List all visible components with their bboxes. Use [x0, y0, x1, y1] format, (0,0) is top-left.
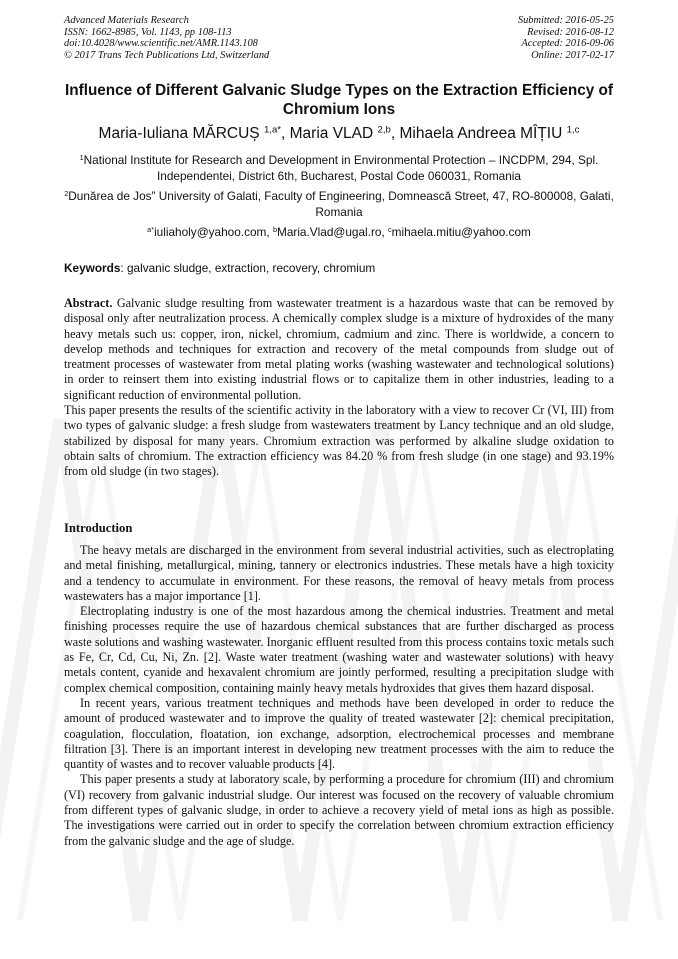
author-affiliation-mark: 1,a*: [263, 124, 282, 136]
introduction-paragraph: This paper presents a study at laboratory scale, by performing a procedure for chromium (III) and chromium (VI) recovery from galvanic industrial sludge. Our interest was focused on the recovery of valuable chromium from different types of galvanic sludge, in order to achieve a recovery yield of metal ions as high as possible. The investigations were carried out in order to specify the correlation between chromium extraction efficiency from the galvanic sludge and the age of sludge.: [64, 772, 614, 848]
keywords-label: Keywords: [64, 261, 121, 275]
author-separator: ,: [390, 125, 400, 142]
issn-line: ISSN: 1662-8985, Vol. 1143, pp 108-113: [64, 26, 232, 38]
author-list: [64, 124, 614, 144]
abstract-text: Galvanic sludge resulting from wastewater treatment is a hazardous waste that can be removed by disposal only after neutralization process. A chemically complex sludge is a mixture of hydroxides of the many heavy metals such us: copper, iron, nickel, chromium, cadmium and zinc. There is worldwide, a concern to develop methods and techniques for extraction and recovery of the metal compounds from sludge out of treatment processes of wastewater from metal plating works (washing wastewater and technological solutions) in order to reinsert them into existing industrial flows or to capitalize them in other industries, leading to a significant reduction of environmental pollution.: [64, 296, 614, 402]
affiliation-number: 2: [64, 188, 69, 198]
email-mark: a*: [147, 224, 155, 234]
email-separator: ,: [381, 225, 388, 239]
author-emails: [64, 225, 614, 240]
email-mark: b: [272, 224, 277, 234]
online-date: Online: 2017-02-17: [531, 49, 614, 61]
abstract-paragraph: [64, 296, 614, 403]
revised-date: Revised: 2016-08-12: [527, 26, 614, 38]
author-separator: ,: [281, 125, 290, 142]
abstract-paragraph: This paper presents the results of the scientific activity in the laboratory with a view to recover Cr (VI, III) from two types of galvanic sludge: a fresh sludge from wastewaters treatment by Lancy technique and an old sludge, stabilized by disposal for many years. Chromium extraction was performed by alkaline sludge oxidation to obtain salts of chromium. The extraction efficiency was 84.20 % from fresh sludge (in one stage) and 93.19% from old sludge (in two stages).: [64, 403, 614, 479]
author-affiliation-mark: 1,c: [566, 124, 580, 136]
affiliation-text: Dunărea de Jos” University of Galati, Faculty of Engineering, Domnească Street, 47, RO-800008, Galati, Romania: [68, 189, 614, 219]
accepted-date: Accepted: 2016-09-06: [521, 38, 614, 50]
keywords-line: [64, 261, 614, 276]
email-link[interactable]: iuliaholy@yahoo.com: [154, 225, 267, 239]
email-link[interactable]: Maria.Vlad@ugal.ro: [277, 225, 382, 239]
author-name: Mihaela Andreea MÎȚIU: [399, 125, 563, 142]
journal-info: [64, 15, 269, 61]
submission-dates: [518, 15, 614, 61]
author-name: Maria VLAD: [289, 125, 374, 142]
introduction-paragraph: In recent years, various treatment techniques and methods have been developed in order to reduce the amount of produced wastewater and to improve the quality of treated wastewater [2]: chemical precipitation, coagulation, flocculation, floatation, ion exchange, adsorption, electrochemical processes and membrane filtration [3]. There is an important interest in developing new treatment processes with the aim to reduce the quantity of wastes and to recover valuable products [4].: [64, 695, 614, 772]
copyright-line: © 2017 Trans Tech Publications Ltd, Switzerland: [64, 49, 270, 61]
abstract-section: [64, 296, 614, 480]
email-separator: ,: [266, 225, 273, 239]
paper-title: Influence of Different Galvanic Sludge Types on the Extraction Efficiency of Chromium Ions: [65, 82, 613, 118]
author-affiliation-mark: 2,b: [377, 124, 391, 136]
affiliation-2: [64, 189, 614, 220]
introduction-heading: Introduction: [64, 521, 133, 535]
affiliation-1: [64, 153, 614, 184]
doi-line: doi:10.4028/www.scientific.net/AMR.1143.108: [64, 38, 258, 50]
journal-name: Advanced Materials Research: [64, 15, 189, 26]
affiliation-number: 1: [79, 152, 84, 162]
author-name: Maria-Iuliana MĂRCUȘ: [98, 125, 260, 142]
email-mark: c: [388, 224, 392, 234]
email-link[interactable]: mihaela.mitiu@yahoo.com: [391, 225, 531, 239]
abstract-label: Abstract.: [64, 296, 113, 310]
keywords-text: : galvanic sludge, extraction, recovery, chromium: [120, 261, 376, 275]
introduction-paragraph: The heavy metals are discharged in the environment from several industrial activities, such as electroplating and metal finishing, metallurgical, mining, tannery or electronics industries. These metals have a high toxicity and a tendency to accumulate in environment. For these reasons, the removal of heavy metals from process wastewaters has a major importance [1].: [64, 543, 614, 603]
introduction-section: [64, 543, 614, 849]
submitted-date: Submitted: 2016-05-25: [517, 15, 614, 26]
affiliation-text: National Institute for Research and Development in Environmental Protection – INCDPM, 294, Spl. Independentei, District 6th, Bucharest, Postal Code 060031, Romania: [83, 153, 599, 183]
introduction-paragraph: Electroplating industry is one of the most hazardous among the chemical industries. Treatment and metal finishing processes require the use of hazardous chemical substances that are further discharged as process waste solutions and washing wastewater. Inorganic effluent resulted from this process contains toxic metals such as Fe, Cr, Cd, Cu, Ni, Zn. [2]. Waste water treatment (washing water and wastewater solutions) with heavy metals content, cyanide and hexavalent chromium are jointly performed, resulting a precipitation sludge with complex chemical composition, containing mainly heavy metals hydroxides that gives them hazard disposal.: [64, 604, 614, 695]
